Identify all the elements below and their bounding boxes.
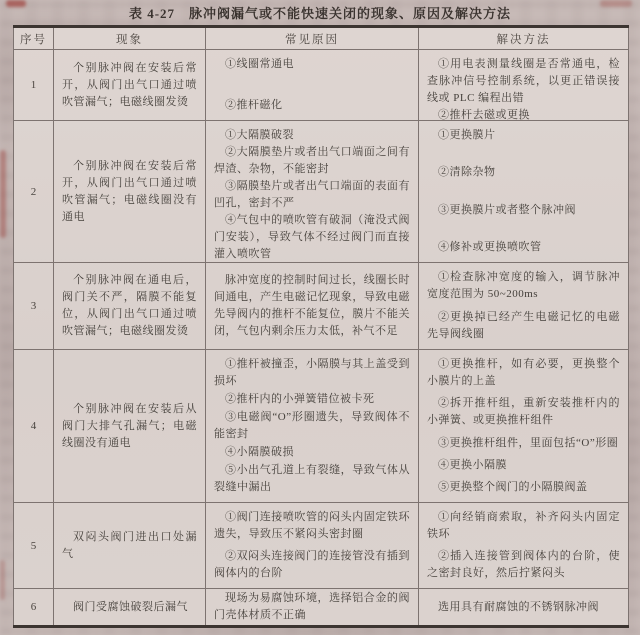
row-number: 3	[14, 263, 54, 350]
phenomenon-paragraph: 双闷头阀门进出口处漏气	[62, 530, 197, 560]
row-number: 4	[14, 350, 54, 503]
solution-item: ①向经销商索取，补齐闷头内固定铁环	[427, 511, 620, 540]
cause-item: ②推杆内的小弹簧错位被卡死	[225, 393, 375, 405]
cause-list	[206, 263, 418, 349]
solution-list	[419, 503, 628, 588]
cause-item: ①线圈常通电	[225, 58, 294, 70]
phenomenon-text	[54, 121, 205, 262]
solution-list	[419, 263, 628, 349]
row-number: 1	[14, 50, 54, 121]
solution-item: ②拆开推杆组，重新安装推杆内的小弹簧、或更换推杆组件	[427, 397, 620, 427]
cause-item: 现场为易腐蚀环境，选择铝合金的阀门壳体材质不正确	[214, 592, 410, 621]
phenomenon-paragraph: 个别脉冲阀在安装后常开，从阀门出气口通过喷吹管漏气；电磁线圈没有通电	[62, 159, 197, 223]
table-row	[14, 503, 629, 589]
table-row	[14, 589, 629, 627]
solution-cell	[419, 503, 629, 589]
cause-item: 脉冲宽度的控制时间过长，线圈长时间通电，产生电磁记忆现象，导致电磁先导阀内的推杆不能复位，膜片不能关闭，气包内剩余压力太低，补气不足	[214, 274, 410, 337]
cause-item: ①阀门连接喷吹管的闷头内固定铁环遗失，导致压不紧闷头密封圈	[214, 511, 410, 540]
red-ink-mark	[0, 560, 5, 600]
solution-item: ③更换推杆组件，里面包括“O”形圈	[438, 436, 619, 449]
header-solution: 解决方法	[419, 27, 629, 50]
phenomenon-cell	[54, 350, 206, 503]
cause-item: ④小隔膜破损	[225, 446, 294, 458]
table-body	[14, 50, 629, 627]
phenomenon-cell	[54, 121, 206, 263]
header-cause: 常见原因	[206, 27, 419, 50]
solution-item: ②更换掉已经产生电磁记忆的电磁先导阀线圈	[427, 311, 620, 340]
cause-list	[206, 503, 418, 588]
phenomenon-cell	[54, 50, 206, 121]
table-row	[14, 121, 629, 263]
cause-list	[206, 350, 418, 502]
cause-item: ②推杆磁化	[225, 99, 283, 111]
cause-item: ⑤小出气孔道上有裂缝，导致气体从裂缝中漏出	[214, 464, 410, 493]
solution-list	[419, 350, 628, 502]
table-row	[14, 50, 629, 121]
phenomenon-cell	[54, 589, 206, 627]
solution-item: ①检查脉冲宽度的输入，调节脉冲宽度范围为 50~200ms	[427, 271, 620, 300]
cause-cell	[206, 121, 419, 263]
solution-item: ①用电表测量线圈是否常通电，检查脉冲信号控制系统，以更正错误接线或 PLC 编程出错	[427, 58, 620, 104]
solution-cell	[419, 50, 629, 121]
solution-item: ④修补或更换喷吹管	[438, 240, 542, 253]
phenomenon-text	[54, 350, 205, 502]
phenomenon-cell	[54, 503, 206, 589]
red-ink-mark	[0, 150, 6, 238]
solution-item: ④更换小隔膜	[438, 458, 507, 471]
cause-item: ④气包中的喷吹管有破洞（淹没式阀门安装），导致气体不经过阀门而直接灌入喷吹管	[214, 214, 410, 260]
solution-item: ②插入连接管到阀体内的台阶，使之密封良好，然后拧紧闷头	[427, 550, 620, 579]
solution-item: ①更换推杆，如有必要，更换整个小膜片的上盖	[427, 358, 620, 387]
solution-item: ⑤更换整个阀门的小隔膜阀盖	[438, 481, 588, 493]
solution-cell	[419, 589, 629, 627]
cause-cell	[206, 263, 419, 350]
cause-list	[206, 589, 418, 625]
table-header-row	[14, 27, 629, 50]
phenomenon-paragraph: 个别脉冲阀在安装后从阀门大排气孔漏气；电磁线圈没有通电	[62, 402, 197, 449]
fault-table	[13, 25, 629, 628]
phenomenon-text	[54, 50, 205, 120]
cause-cell	[206, 50, 419, 121]
cause-cell	[206, 589, 419, 627]
solution-item: ②清除杂物	[438, 166, 496, 179]
table-title: 表 4-27 脉冲阀漏气或不能快速关闭的现象、原因及解决方法	[128, 6, 512, 21]
phenomenon-text	[54, 503, 205, 588]
solution-item: ①更换膜片	[438, 129, 496, 141]
table-row	[14, 350, 629, 503]
cause-list	[206, 121, 418, 262]
cause-item: ②双闷头连接阀门的连接管没有插到阀体内的台阶	[214, 550, 410, 579]
solution-cell	[419, 121, 629, 263]
solution-list	[419, 589, 628, 625]
header-seq: 序号	[14, 27, 54, 50]
solution-list	[419, 50, 628, 120]
cause-item: ①大隔膜破裂	[225, 129, 294, 141]
cause-list	[206, 50, 418, 120]
cause-cell	[206, 503, 419, 589]
solution-cell	[419, 350, 629, 503]
phenomenon-paragraph: 个别脉冲阀在通电后，阀门关不严，隔膜不能复位，从阀门出气口通过喷吹管漏气；电磁线圈发烫	[62, 274, 197, 337]
phenomenon-cell	[54, 263, 206, 350]
phenomenon-text	[54, 589, 205, 625]
cause-item: ①推杆被撞歪，小隔膜与其上盖受到损坏	[214, 358, 410, 387]
row-number: 5	[14, 503, 54, 589]
phenomenon-text	[54, 263, 205, 349]
solution-cell	[419, 263, 629, 350]
solution-item: ③更换膜片或者整个脉冲阀	[438, 203, 576, 216]
solution-item: 选用具有耐腐蚀的不锈钢脉冲阀	[438, 600, 599, 613]
cause-cell	[206, 350, 419, 503]
phenomenon-paragraph: 阀门受腐蚀破裂后漏气	[73, 600, 188, 613]
table-row	[14, 263, 629, 350]
row-number: 2	[14, 121, 54, 263]
row-number: 6	[14, 589, 54, 627]
cause-item: ③隔膜垫片或者出气口端面的表面有凹孔，密封不严	[214, 180, 410, 209]
phenomenon-paragraph: 个别脉冲阀在安装后常开，从阀门出气口通过喷吹管漏气；电磁线圈发烫	[62, 61, 197, 108]
cause-item: ③电磁阀“O”形圈遗失，导致阀体不能密封	[214, 411, 410, 440]
cause-item: ②大隔膜垫片或者出气口端面之间有焊渣、杂物，不能密封	[214, 146, 410, 175]
solution-list	[419, 121, 628, 262]
solution-item: ②推杆去磁或更换	[438, 109, 530, 121]
header-phenomenon: 现象	[54, 27, 206, 50]
